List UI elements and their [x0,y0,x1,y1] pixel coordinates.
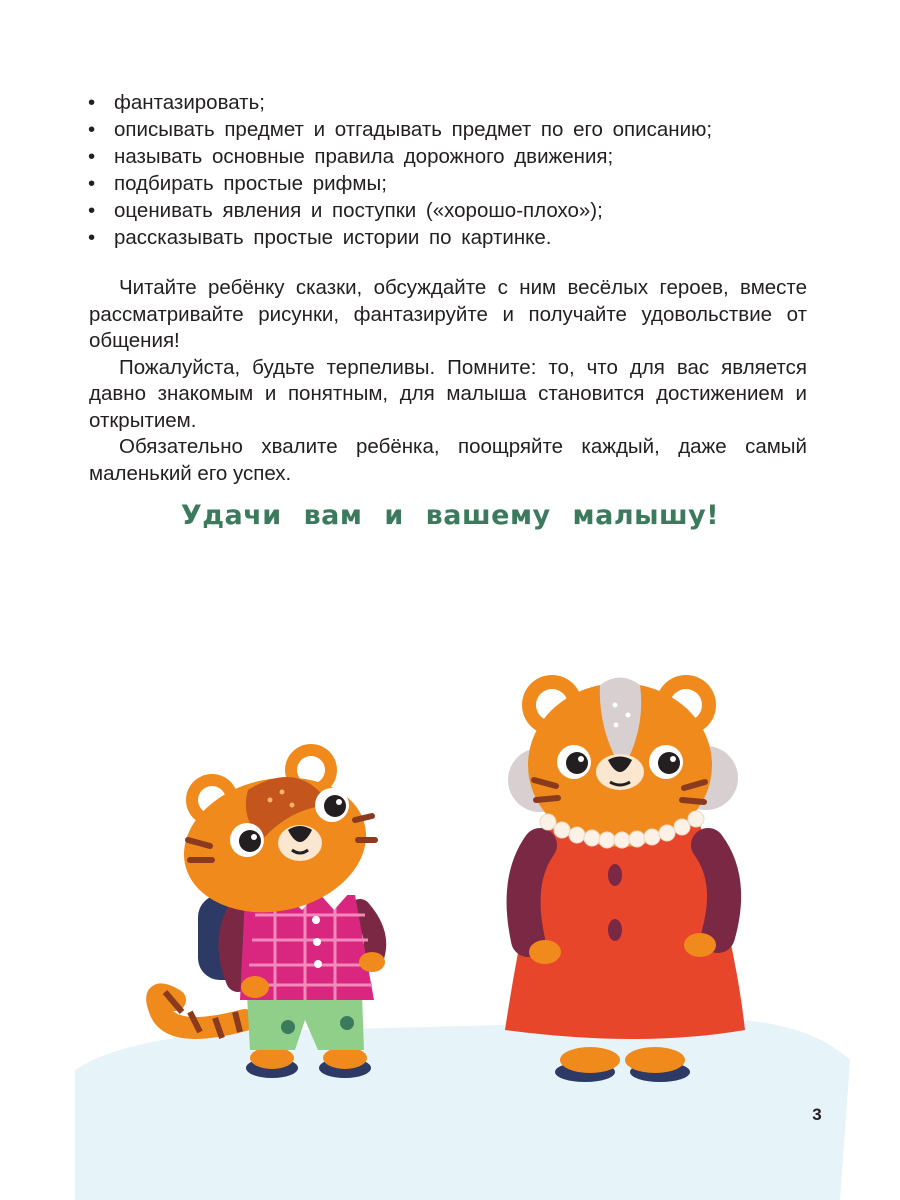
bullet-icon: • [88,199,96,222]
skills-list [88,89,808,251]
list-item-text: описывать предмет и отгадывать предмет по его описанию; [114,118,713,141]
list-item [88,89,808,116]
big-tiger [505,675,745,1082]
bullet-icon: • [88,226,96,249]
list-item [88,224,808,251]
bullet-icon: • [88,91,96,114]
list-item [88,116,808,143]
ground-shape [75,1020,850,1200]
advice-text [89,275,807,487]
bullet-icon: • [88,172,96,195]
list-item [88,197,808,224]
list-item [88,143,808,170]
paragraph: Обязательно хвалите ребёнка, поощряйте каждый, даже самый маленький его успех. [89,435,807,485]
closing-headline: Удачи вам и вашему малышу! [180,500,720,531]
list-item-text: оценивать явления и поступки («хорошо-плохо»); [114,199,603,222]
list-item-text: фантазировать; [114,91,265,114]
list-item [88,170,808,197]
list-item-text: подбирать простые рифмы; [114,172,387,195]
bullet-icon: • [88,118,96,141]
bullet-icon: • [88,145,96,168]
list-item-text: рассказывать простые истории по картинке. [114,226,552,249]
small-tiger [157,744,385,1078]
list-item-text: называть основные правила дорожного движения; [114,145,614,168]
tigers-illustration [0,640,900,1200]
paragraph: Читайте ребёнку сказки, обсуждайте с ним весёлых героев, вместе рассматривайте рисунки, фантазируйте и получайте удовольствие от общения! [89,276,807,352]
page-number: 3 [812,1105,822,1124]
paragraph: Пожалуйста, будьте терпеливы. Помните: то, что для вас является давно знакомым и понятным, для малыша становится достижением и открытием. [89,355,807,432]
